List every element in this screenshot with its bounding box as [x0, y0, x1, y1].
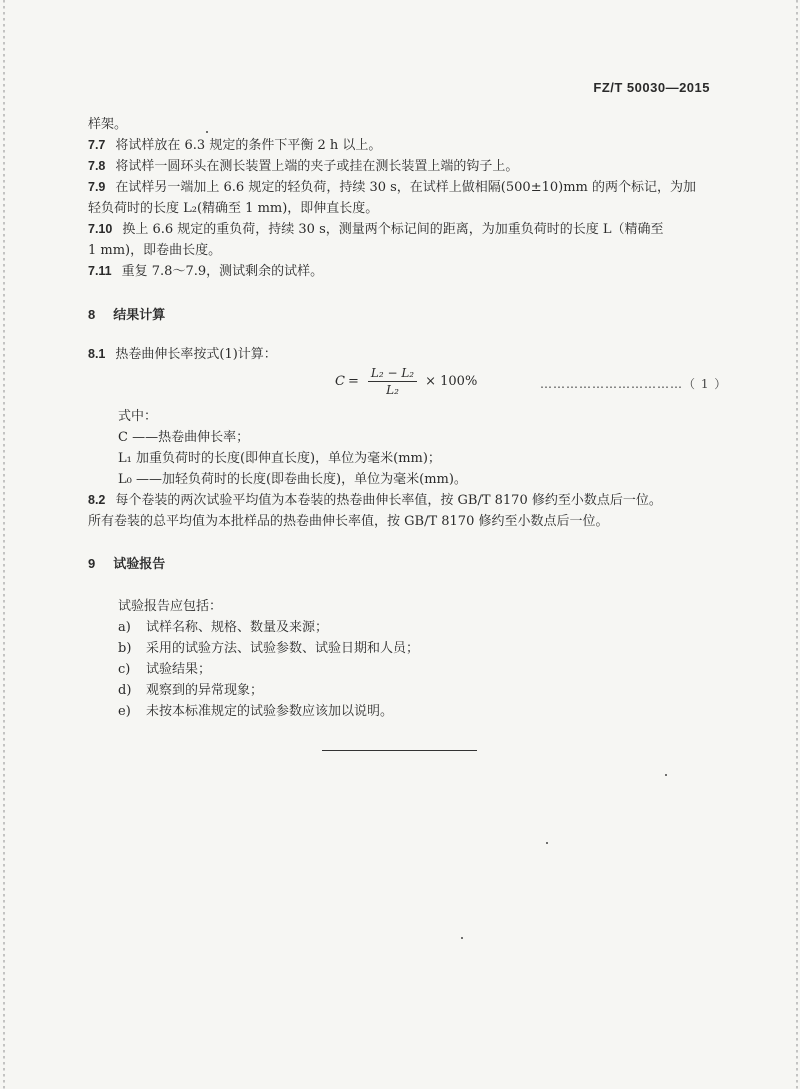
standard-number-header: FZ/T 50030—2015	[593, 80, 710, 95]
list-item: a) 试样名称、规格、数量及来源；	[118, 620, 329, 635]
clause-8-1: 8.1 热卷曲伸长率按式(1)计算：	[88, 347, 277, 362]
clause-7-7: 7.7 将试样放在 6.3 规定的条件下平衡 2 h 以上。	[88, 138, 382, 153]
equation-number: ……………………………（ 1 ）	[540, 377, 728, 391]
clause-7-10: 7.10 换上 6.6 规定的重负荷，持续 30 s，测量两个标记间的距离，为加重负荷时的长度 L（精确至	[88, 222, 664, 237]
list-item: d) 观察到的异常现象；	[118, 683, 264, 698]
def-l1: L₁ 加重负荷时的长度(即伸直长度)，单位为毫米(mm)；	[118, 451, 441, 466]
formula-definitions: 式中： C ——热卷曲伸长率； L₁ 加重负荷时的长度(即伸直长度)，单位为毫米(mm)； L₀ ——加轻负荷时的长度(即卷曲长度)，单位为毫米(mm)。	[88, 406, 713, 490]
clause-7-8: 7.8 将试样一圆环头在测长装置上端的夹子或挂在测长装置上端的钩子上。	[88, 159, 519, 174]
report-intro: 试验报告应包括：	[118, 599, 223, 614]
section-9-heading: 9 试验报告	[88, 556, 166, 571]
scan-binding-edge-left	[3, 0, 5, 1089]
def-c: C ——热卷曲伸长率；	[118, 430, 250, 445]
report-list	[88, 596, 713, 722]
list-item: e) 未按本标准规定的试验参数应该加以说明。	[118, 704, 394, 719]
clause-8-2: 8.2 每个卷装的两次试验平均值为本卷装的热卷曲伸长率值，按 GB/T 8170 修约至小数点后一位。 所有卷装的总平均值为本批样品的热卷曲伸长率值，按 GB/T 8170 修约至小数点后一位。	[88, 493, 662, 529]
scan-speck	[546, 842, 548, 844]
section-7-block	[88, 114, 713, 282]
scan-speck	[665, 774, 667, 776]
formula-fraction: $\frac{\text{L₂ − L₂}}{\text{L₂}}$	[368, 366, 417, 397]
clause-7-9-cont: 轻负荷时的长度 L₂(精确至 1 mm)，即伸直长度。	[88, 201, 379, 216]
end-of-document-rule	[322, 750, 477, 751]
def-l0: L₀ ——加轻负荷时的长度(即卷曲长度)，单位为毫米(mm)。	[118, 472, 467, 487]
list-item: c) 试验结果；	[118, 662, 212, 677]
list-item: b) 采用的试验方法、试验参数、试验日期和人员；	[118, 641, 420, 656]
continuation-text: 样架。	[88, 117, 128, 132]
clause-7-9: 7.9 在试样另一端加上 6.6 规定的轻负荷，持续 30 s，在试样上做相隔(500±10)mm 的两个标记，为加	[88, 180, 696, 195]
scan-binding-edge-right	[796, 0, 798, 1089]
formula-1: C = $\frac{\text{L₂ − L₂}}{\text{L₂}}$ × 100%	[335, 366, 478, 397]
clause-7-10-cont: 1 mm)，即卷曲长度。	[88, 243, 222, 258]
section-8-heading: 8 结果计算	[88, 307, 166, 322]
clause-7-11: 7.11 重复 7.8～7.9，测试剩余的试样。	[88, 264, 324, 279]
scan-speck	[461, 937, 463, 939]
scan-speck	[206, 131, 208, 133]
